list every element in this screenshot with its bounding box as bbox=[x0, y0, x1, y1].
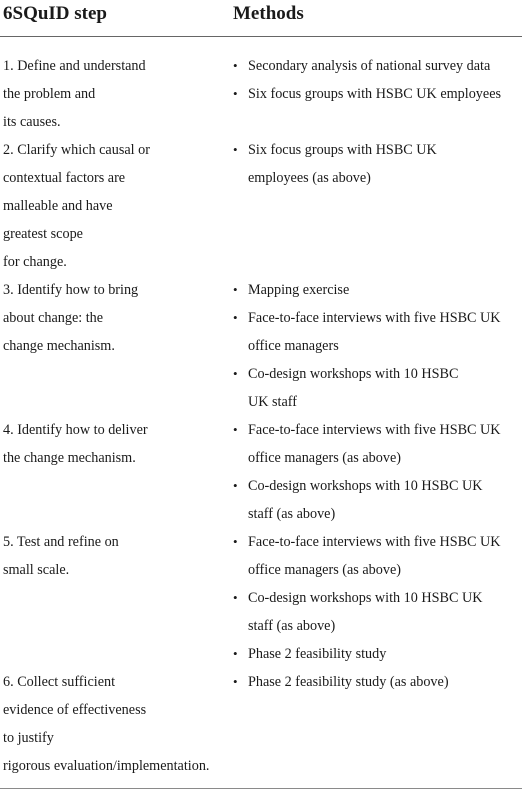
step-text-line: small scale. bbox=[3, 562, 70, 578]
method-text-line: Co-design workshops with 10 HSBC bbox=[248, 366, 459, 382]
step-text-line: evidence of effectiveness bbox=[3, 702, 147, 718]
method-item bbox=[233, 136, 522, 192]
method-item bbox=[233, 416, 522, 472]
step-cell bbox=[0, 136, 233, 276]
step-text-line: its causes. bbox=[3, 114, 61, 130]
method-text-line: Co-design workshops with 10 HSBC UK bbox=[248, 590, 483, 606]
bullet-icon: • bbox=[233, 646, 238, 661]
bullet-icon: • bbox=[233, 282, 238, 297]
table-body bbox=[0, 52, 522, 780]
bullet-icon: • bbox=[233, 86, 238, 101]
step-text-line: the change mechanism. bbox=[3, 450, 136, 466]
method-text-line: office managers (as above) bbox=[248, 450, 401, 466]
table-row bbox=[0, 52, 522, 136]
methods-list bbox=[233, 136, 522, 276]
method-text-line: Phase 2 feasibility study bbox=[248, 646, 387, 662]
bullet-icon: • bbox=[233, 590, 238, 605]
method-text-line: Mapping exercise bbox=[248, 282, 350, 298]
method-text-line: UK staff bbox=[248, 394, 297, 410]
bullet-icon: • bbox=[233, 534, 238, 549]
methods-list bbox=[233, 416, 522, 528]
method-text-line: Co-design workshops with 10 HSBC UK bbox=[248, 478, 483, 494]
table-row bbox=[0, 276, 522, 416]
bullet-icon: • bbox=[233, 478, 238, 493]
step-text-line: change mechanism. bbox=[3, 338, 115, 354]
step-text-line: greatest scope bbox=[3, 226, 83, 242]
methods-list bbox=[233, 528, 522, 668]
method-item bbox=[233, 80, 522, 108]
method-text-line: Face-to-face interviews with five HSBC UK bbox=[248, 534, 501, 550]
method-text-line: Secondary analysis of national survey data bbox=[248, 58, 491, 74]
step-cell bbox=[0, 52, 233, 136]
bullet-icon: • bbox=[233, 366, 238, 381]
method-item bbox=[233, 528, 522, 584]
step-text-line: 6. Collect sufficient bbox=[3, 674, 116, 690]
table-row bbox=[0, 528, 522, 668]
column-header-step: 6SQuID step bbox=[3, 3, 107, 24]
method-text-line: staff (as above) bbox=[248, 618, 336, 634]
methods-list bbox=[233, 276, 522, 416]
step-text-line: rigorous evaluation/implementation. bbox=[3, 758, 210, 774]
methods-list bbox=[233, 668, 522, 780]
method-item bbox=[233, 472, 522, 528]
step-cell bbox=[0, 416, 233, 528]
step-text-line: about change: the bbox=[3, 310, 104, 326]
table-row bbox=[0, 416, 522, 528]
method-text-line: Face-to-face interviews with five HSBC UK bbox=[248, 422, 501, 438]
method-item bbox=[233, 584, 522, 640]
bullet-icon: • bbox=[233, 422, 238, 437]
method-item bbox=[233, 276, 522, 304]
method-text-line: Face-to-face interviews with five HSBC UK bbox=[248, 310, 501, 326]
method-item bbox=[233, 360, 522, 416]
method-text-line: employees (as above) bbox=[248, 170, 371, 186]
method-text-line: office managers (as above) bbox=[248, 562, 401, 578]
step-text-line: 3. Identify how to bring bbox=[3, 282, 139, 298]
method-text-line: Phase 2 feasibility study (as above) bbox=[248, 674, 449, 690]
bullet-icon: • bbox=[233, 310, 238, 325]
step-text-line: 2. Clarify which causal or bbox=[3, 142, 150, 158]
bullet-icon: • bbox=[233, 58, 238, 73]
step-text-line: to justify bbox=[3, 730, 54, 746]
step-text-line: contextual factors are bbox=[3, 170, 126, 186]
method-item bbox=[233, 52, 522, 80]
step-cell bbox=[0, 528, 233, 668]
step-text-line: for change. bbox=[3, 254, 67, 270]
table-row bbox=[0, 668, 522, 780]
method-text-line: office managers bbox=[248, 338, 339, 354]
method-item bbox=[233, 640, 522, 668]
table-row bbox=[0, 136, 522, 276]
column-header-methods: Methods bbox=[233, 3, 304, 24]
bullet-icon: • bbox=[233, 142, 238, 157]
step-cell bbox=[0, 668, 233, 780]
method-item bbox=[233, 668, 522, 696]
method-text-line: Six focus groups with HSBC UK bbox=[248, 142, 437, 158]
bottom-divider bbox=[0, 788, 522, 789]
method-item bbox=[233, 304, 522, 360]
step-text-line: malleable and have bbox=[3, 198, 113, 214]
step-cell bbox=[0, 276, 233, 416]
step-text-line: the problem and bbox=[3, 86, 96, 102]
methods-list bbox=[233, 52, 522, 136]
bullet-icon: • bbox=[233, 674, 238, 689]
header-divider bbox=[0, 36, 522, 37]
method-text-line: staff (as above) bbox=[248, 506, 336, 522]
step-text-line: 5. Test and refine on bbox=[3, 534, 119, 550]
step-text-line: 4. Identify how to deliver bbox=[3, 422, 148, 438]
step-text-line: 1. Define and understand bbox=[3, 58, 146, 74]
method-text-line: Six focus groups with HSBC UK employees bbox=[248, 86, 502, 102]
